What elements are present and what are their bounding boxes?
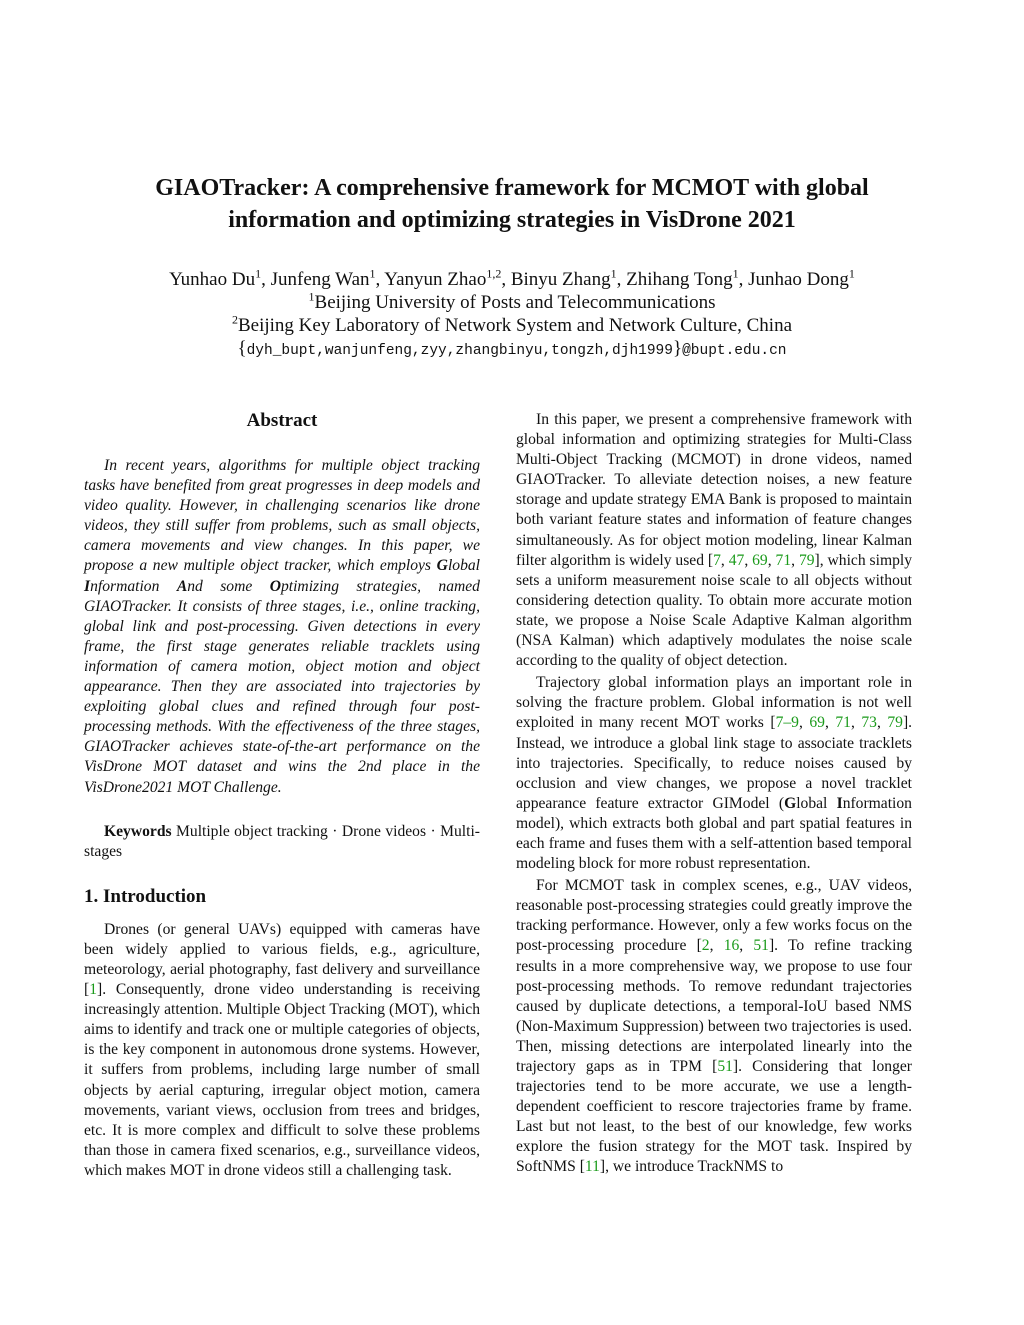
title-line-2: information and optimizing strategies in VisDrone 2021 — [228, 207, 796, 233]
citation-link[interactable]: 51 — [753, 937, 769, 955]
paper-title — [90, 172, 934, 236]
intro-paragraph-1: Drones (or general UAVs) equipped with cameras have been widely applied to various fields, e.g., agriculture, meteorology, aerial photography, fast delivery and surveillance [1]. Consequently, drone video understanding is receiving increasingly attention. Multiple Object Tracking (MOT), which aims to identify and track one or multiple categories of objects, is the key component in autonomous drone systems. However, it suffers from problems, including large number of small objects by aerial capturing, irregular object motion, camera movements, variant views, occlusion from trees and bridges, etc. It is more complex and difficult to solve these problems than those in camera fixed scenarios, e.g., surveillance videos, which makes MOT in drone videos still a challenging task. — [84, 920, 480, 1179]
author-name: Yanyun Zhao — [384, 269, 487, 290]
citation-link[interactable]: 71 — [775, 551, 792, 569]
intro-paragraph-4: For MCMOT task in complex scenes, e.g., UAV videos, reasonable post-processing strategies could greatly improve the tracking performance. However, only a few works focus on the post-processing procedure [2, 16, 51]. To refine tracking results in a more comprehensive way, we propose to use four post-processing methods. To remove redundant trajectories caused by duplicate detections, a temporal-IoU based NMS (Non-Maximum Suppression) between two trajectories is used. Then, missing detections are interpolated linearly into the trajectory gaps as in TPM [51]. Considering that longer trajectories tend to be more accurate, we use a length-dependent coefficient to rescore trajectories frame by frame. Last but not least, to the best of our knowledge, few works explore the fusion strategy for the MOT task. Inspired by SoftNMS [11], we introduce TrackNMS to — [516, 877, 913, 1176]
author-affiliation: 1 — [848, 266, 855, 281]
citation-link[interactable]: 51 — [717, 1058, 733, 1075]
citation-link[interactable]: 1 — [89, 981, 97, 999]
citation-link[interactable]: 73 — [861, 714, 877, 732]
citation-link[interactable]: 69 — [809, 714, 825, 732]
author-name: Zhihang Tong — [626, 269, 733, 290]
affiliation-1: $^1$Beijing University of Posts and Telecommunications — [308, 289, 716, 313]
left-column — [84, 410, 480, 1181]
author-emails: {dyh_bupt,wanjunfeng,zyy,zhangbinyu,tongzh,djh1999}@bupt.edu.cn — [237, 338, 787, 359]
citation-link[interactable]: 16 — [723, 937, 740, 955]
citation-link[interactable]: 47 — [728, 551, 745, 569]
keywords: Keywords Multiple object tracking · Drone videos · Multi-stages — [84, 822, 480, 860]
author-name: Junfeng Wan — [270, 269, 370, 290]
author-affiliation: 1,2 — [486, 266, 502, 281]
citation-link[interactable]: 2 — [701, 937, 710, 955]
author-affiliation: 1 — [610, 266, 617, 281]
citation-link[interactable]: 71 — [835, 714, 851, 732]
author-block — [60, 268, 964, 363]
citation-link[interactable]: 79 — [798, 551, 815, 569]
citation-link[interactable]: 11 — [584, 1158, 600, 1176]
citation-link[interactable]: 7–9 — [775, 714, 799, 732]
intro-paragraph-3: Trajectory global information plays an important role in solving the fracture problem. Global information is not well exploited in many recent MOT works [7–9, 69, 71, 73, 79]. Instead, we introduce a global link stage to associate tracklets into trajectories. Specifically, to reduce noises caused by occlusion and view changes, we propose a novel tracklet appearance feature extractor GIModel (Global Information model), which extracts both global and part spatial features in each frame and fuses them with a self-attention based temporal modeling block for more robust representation. — [516, 674, 913, 873]
author-affiliation: 1 — [255, 266, 262, 281]
citation-link[interactable]: 79 — [887, 714, 903, 732]
title-line-1: GIAOTracker: A comprehensive framework for MCMOT with global — [155, 175, 869, 201]
intro-paragraph-2: In this paper, we present a comprehensive framework with global information and optimizing strategies for Multi-Class Multi-Object Tracking (MCMOT) in drone videos, named GIAOTracker. To alleviate detection noises, a new feature storage and update strategy EMA Bank is proposed to maintain both variant feature states and information of feature changes simultaneously. As for object motion modeling, linear Kalman filter algorithm is widely used [7, 47, 69, 71, 79], which simply sets a uniform measurement noise scale to all objects without considering detection quality. To obtain more accurate motion state, we propose a Noise Scale Adaptive Kalman algorithm (NSA Kalman) which adaptively modulates the noise scale according to the quality of object detection. — [516, 411, 913, 670]
author-name: Yunhao Du — [169, 269, 256, 290]
author-name: Junhao Dong — [748, 269, 849, 290]
keywords-label: Keywords — [104, 822, 172, 840]
affiliation-2: $^2$Beijing Key Laboratory of Network System and Network Culture, China — [231, 312, 793, 336]
section-heading-introduction: 1. Introduction — [84, 885, 207, 907]
author-name: Binyu Zhang — [510, 269, 611, 290]
abstract-heading: Abstract — [246, 410, 318, 431]
author-affiliation: 1 — [732, 266, 739, 281]
citation-link[interactable]: 69 — [752, 551, 768, 569]
abstract-text: In recent years, algorithms for multiple object tracking tasks have benefited from great progresses in deep models and video quality. However, in challenging scenarios like drone videos, they still suffer from problems, such as small objects, camera movements and view changes. In this paper, we propose a new multiple object tracker, which employs Global Information And some Optimizing strategies, named GIAOTracker. It consists of three stages, i.e., online tracking, global link and post-processing. Given detections in every frame, the first stage generates reliable tracklets using information of camera motion, object motion and object appearance. Then they are associated into trajectories by exploiting global clues and refined through four post-processing methods. With the effectiveness of the three stages, GIAOTracker achieves state-of-the-art performance on the VisDrone MOT dataset and wins the 2nd place in the VisDrone2021 MOT Challenge. — [84, 457, 480, 796]
right-column — [516, 410, 912, 1178]
author-affiliation: 1 — [369, 266, 376, 281]
author-list: Yunhao Du$^1$, Junfeng Wan$^1$, Yanyun Zhao$^{1,2}$, Binyu Zhang$^1$, Zhihang Tong$^1$, Junhao Dong$^1$ — [169, 266, 855, 290]
citation-link[interactable]: 7 — [713, 551, 721, 569]
